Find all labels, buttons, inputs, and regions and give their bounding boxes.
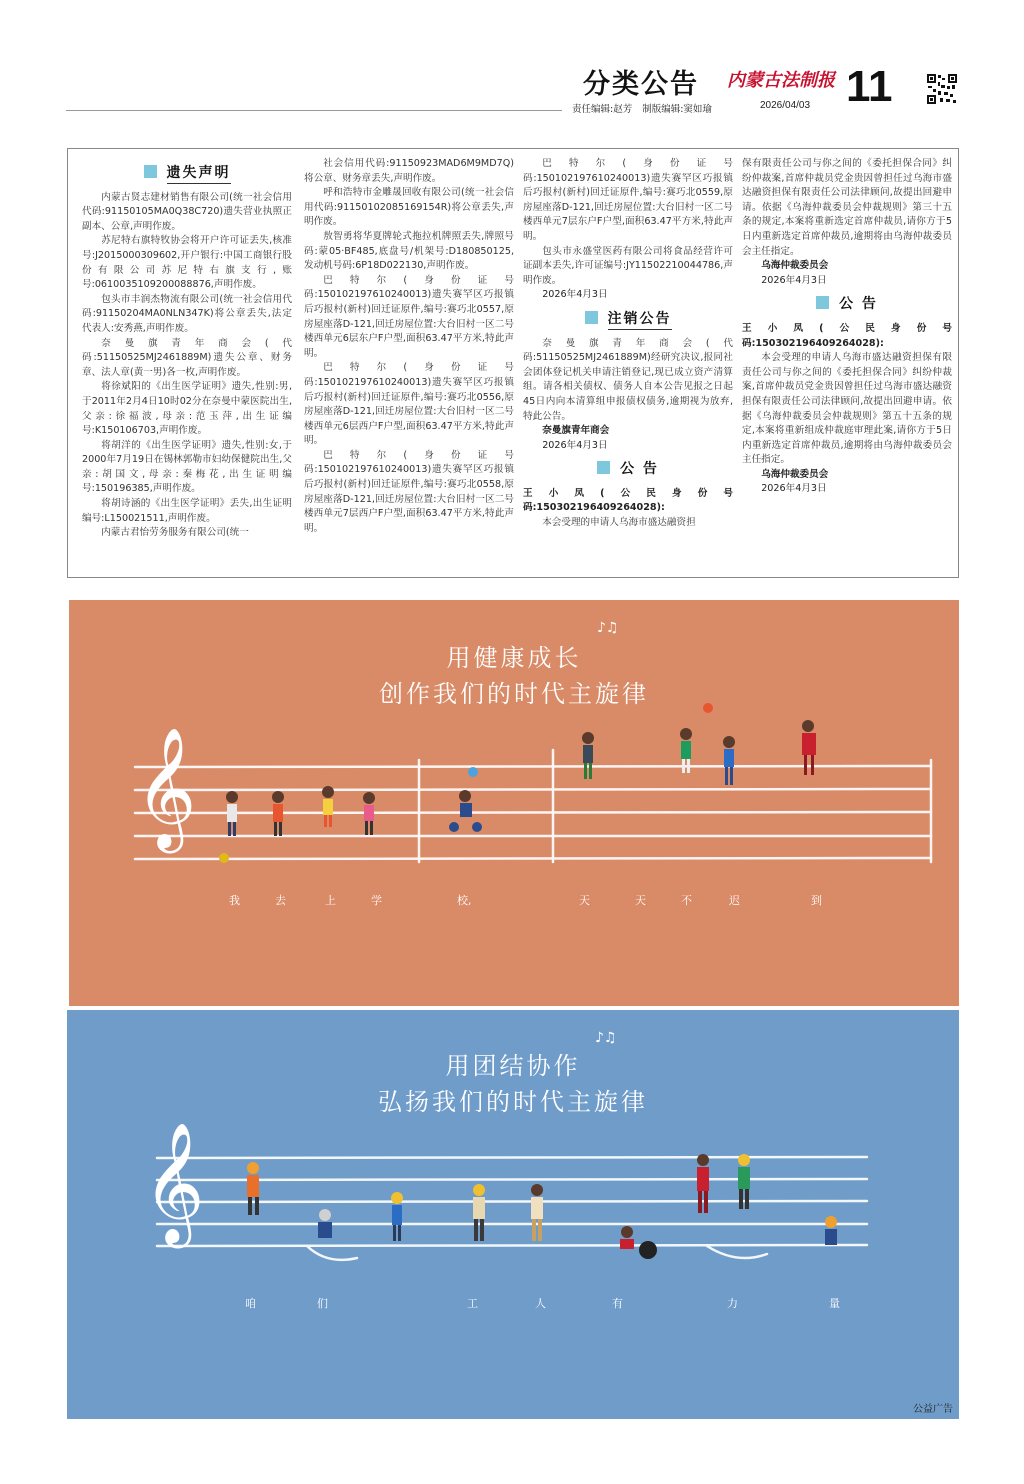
arbitration-notice-1: 保有限责任公司与你之间的《委托担保合同》纠纷仲裁案,首席仲裁员党金贵因曾担任过乌海市盛达融资担保有限责任公司法律顾问,故提出回避申请。依据《乌海仲裁委员会仲裁规则》第三十五条的规定,本案将重新选定首席仲裁员,请你方于5日内重新选定首席仲裁员,逾期将由乌海仲裁委员会主任指定。 [742,158,952,257]
notice-text-start: 本会受理的申请人乌海市盛达融资担 [542,517,696,529]
arbitration-sign-1: 乌海仲裁委员会 [761,260,829,272]
notice-paragraph: 内蒙古贤志建材销售有限公司(统一社会信用代码:91150105MA0Q38C720)遗失营业执照正副本、公章,声明作废。 [82,191,292,232]
children-figures [219,703,816,863]
notice-paragraph: 将胡诗涵的《出生医学证明》丢失,出生证明编号:L150021511,声明作废。 [82,498,292,524]
newspaper-logo: 内蒙古法制报 [727,70,835,91]
cancel-notice-date: 2026年4月3日 [542,439,608,451]
classified-notices [67,148,959,578]
lyric-char: 上 [325,894,336,907]
square-icon [144,165,157,178]
notice-paragraph: 巴特尔(身份证号码:150102197610240013)遗失赛罕区巧报镇后巧报村(新村)回迁证原件,编号:赛巧北0559,原房屋座落D-121,回迁房屋位置:大台旧村一区二号楼西单元7层东户F户型,面积63.47平方米,特此声明。 [523,158,733,242]
lyric-char: 迟 [729,894,740,907]
notice-paragraph: 呼和浩特市金雕晟回收有限公司(统一社会信用代码:91150102085169154R)将公章丢失,声明作废。 [304,187,514,228]
notice-recipient: 王小凤(公民身份号码:150302196409264028): [523,487,733,514]
poster2-title-line2: 弘扬我们的时代主旋律 [378,1088,648,1116]
lyric-char: 去 [275,894,286,907]
lyric-char: 量 [829,1297,840,1310]
cancel-notice-org: 奈曼旗青年商会 [542,425,610,437]
poster-credit: 公益广告 [913,1404,953,1415]
notice-paragraph: 社会信用代码:91150923MAD6M9MD7Q)将公章、财务章丢失,声明作废。 [304,158,514,184]
layout-editor: 制版编辑:窦如瑜 [642,104,712,115]
notice-paragraph: 巴特尔(身份证号码:150102197610240013)遗失赛罕区巧报镇后巧报村(新村)回迁证原件,编号:赛巧北0557,原房屋座落D-121,回迁房屋位置:大台旧村一区二号楼西单元6层东户F户型,面积63.47平方米,特此声明。 [304,274,514,359]
notice-paragraph: 包头市丰润杰物流有限公司(统一社会信用代码:91150204MA0NLN347K)将公章丢失,法定代表人:安秀燕,声明作废。 [82,293,292,334]
worker-figures [247,1154,837,1259]
public-service-poster-health [69,600,959,1006]
responsible-editor: 责任编辑:赵芳 [572,104,633,115]
poster1-title-line2: 创作我们的时代主旋律 [379,680,649,708]
notice-paragraph: 苏尼特右旗特牧协会将开户许可证丢失,核准号:J2015000309602,开户银行:中国工商银行股份有限公司苏尼特右旗支行,账号:0610035109200088876,声明作废。 [82,235,292,291]
lost-notice-list-2 [304,157,514,536]
column-arbitration-notices [742,157,952,497]
public-service-poster-unity [67,1010,959,1419]
square-icon [816,296,829,309]
column-lost-notices [82,157,292,541]
editor-credits [572,101,722,115]
section-heading-announcement: 公 告 [523,461,733,477]
page-number: 11 [846,62,893,111]
poster1-title-line1: 用健康成长 [446,644,582,672]
lyric-char: 校, [457,894,472,907]
lyric-char: 咱 [245,1297,256,1310]
section-heading-cancel: 注销公告 [523,311,733,327]
notice-recipient-2: 王小凤(公民身份号码:150302196409264028): [742,322,952,349]
lyric-char: 到 [811,894,822,907]
treble-clef-icon: 𝄞 [135,726,197,848]
lyric-char: 不 [681,894,692,907]
treble-clef-icon-2: 𝄞 [143,1121,205,1243]
music-note-icon: ♪♫ [597,620,619,636]
notice-paragraph: 将胡洋的《出生医学证明》遗失,性别:女,于2000年7月19日在锡林郭勒市妇幼保健院出生,父亲:胡国文,母亲:秦梅花,出生证明编号:150196385,声明作废。 [82,439,292,495]
music-staff-illustration [69,600,959,1006]
lyric-char: 我 [229,894,240,907]
notice-paragraph: 包头市永盛堂医药有限公司将食品经营许可证副本丢失,许可证编号:JY11502210044786,声明作废。 [523,245,733,286]
lyric-char: 人 [535,1297,546,1310]
arbitration-sign-2: 乌海仲裁委员会 [761,468,829,480]
lyric-char: 学 [371,894,382,907]
notice-paragraph: 内蒙古君怡劳务服务有限公司(统一 [101,527,249,539]
music-note-icon-2: ♪♫ [595,1030,617,1046]
header-rule [66,110,562,111]
section-heading-lost: 遗失声明 [82,165,292,181]
arbitration-date-2: 2026年4月3日 [761,483,827,495]
lyric-char: 力 [727,1297,738,1310]
column-lost-notices-2 [304,157,514,536]
arbitration-notice-2: 本会受理的申请人乌海市盛达融资担保有限责任公司与你之间的《委托担保合同》纠纷仲裁案,首席仲裁员党金贵因曾担任过乌海市盛达融资担保有限责任公司法律顾问,故提出回避申请。依据《乌海仲裁委员会仲裁规则》第五十五条的规定,本案将重新组成仲裁庭审理此案,请你方于5日内重新选定首席仲裁员,逾期将由乌海仲裁委员会主任指定。 [742,352,952,466]
notice-date: 2026年4月3日 [542,289,608,301]
notice-paragraph: 将徐斌阳的《出生医学证明》遗失,性别:男,于2011年2月4日10时02分在奈曼中蒙医院出生,父亲:徐福波,母亲:范玉萍,出生证编号:K150106703,声明作废。 [82,381,292,437]
qr-code-icon [927,74,957,104]
notice-paragraph: 巴特尔(身份证号码:150102197610240013)遗失赛罕区巧报镇后巧报村(新村)回迁证原件,编号:赛巧北0558,原房屋座落D-121,回迁房屋位置:大台旧村一区二号楼西单元7层西户F户型,面积63.47平方米,特此声明。 [304,449,514,534]
square-icon [597,461,610,474]
arbitration-date-1: 2026年4月3日 [761,274,827,286]
notice-list-3 [523,157,733,288]
lyric-char: 工 [467,1297,478,1310]
issue-date: 2026/04/03 [760,100,811,111]
lyric-char: 们 [317,1297,328,1310]
notice-paragraph: 敖智勇将华夏牌轮式拖拉机牌照丢失,牌照号码:蒙05·BF485,底盘号/机架号:D180850125,发动机号码:6P18D022130,声明作废。 [304,230,514,272]
lyric-char: 天 [579,894,590,907]
cancel-notice-text: 奈曼旗青年商会(代码:51150525MJ2461889M)经研究决议,报同社会团体登记机关申请注销登记,现已成立资产清算组。请各相关债权、债务人自本公告见报之日起45日内向本清算组申报债权债务,逾期视为放弃,特此公告。 [523,337,733,422]
lyric-char: 有 [612,1297,623,1310]
notice-paragraph: 巴特尔(身份证号码:150102197610240013)遗失赛罕区巧报镇后巧报村(新村)回迁证原件,编号:赛巧北0556,原房屋座落D-121,回迁房屋位置:大台旧村一区二号楼西单元6层西户F户型,面积63.47平方米,特此声明。 [304,362,514,447]
square-icon [585,311,598,324]
lyric-char: 天 [635,894,646,907]
lost-notice-list [82,191,292,541]
section-title: 分类公告 [583,69,699,100]
poster2-title-line1: 用团结协作 [445,1052,581,1080]
column-cancel-notices [523,157,733,531]
notice-paragraph: 奈曼旗青年商会(代码:51150525MJ2461889M)遗失公章、财务章、法人章(黄一男)各一枚,声明作废。 [82,337,292,378]
section-heading-announcement-2: 公 告 [742,296,952,312]
